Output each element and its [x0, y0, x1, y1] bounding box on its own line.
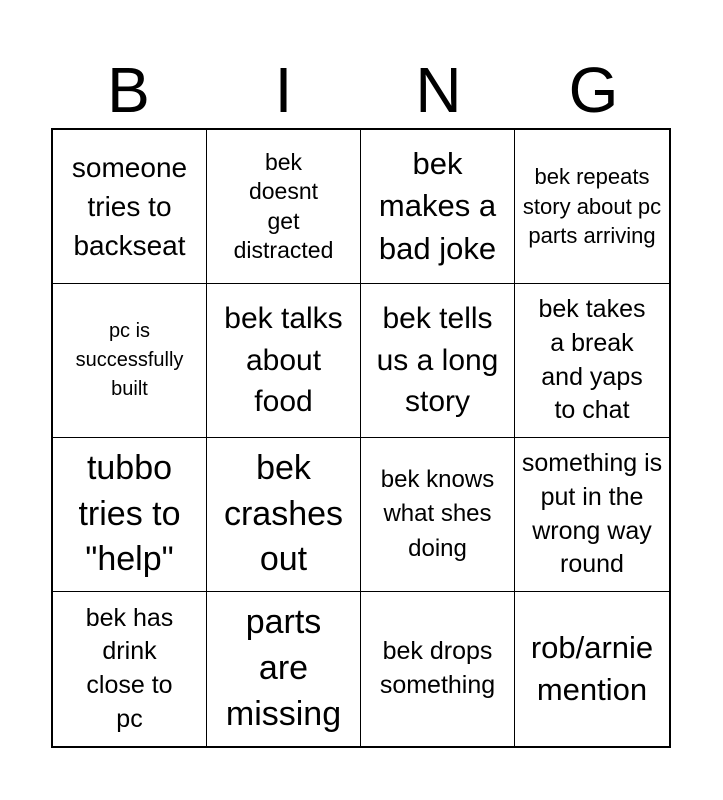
bingo-cell-text: something is put in the wrong way round: [521, 449, 663, 579]
bingo-cell[interactable]: [515, 438, 669, 592]
bingo-cell[interactable]: [53, 130, 207, 284]
bingo-cell[interactable]: [515, 284, 669, 438]
bingo-cell-text: bek doesnt get distracted: [233, 148, 334, 263]
header-letter-g: G: [568, 54, 619, 126]
bingo-cell-text: bek knows what shes doing: [380, 466, 495, 562]
header-letter-i: I: [274, 54, 293, 126]
bingo-cell[interactable]: [207, 438, 361, 592]
bingo-cell-text: bek has drink close to pc: [85, 603, 174, 733]
bingo-cell-text: parts are missing: [225, 603, 342, 733]
bingo-cell-text: bek takes a break and yaps to chat: [538, 295, 646, 425]
bingo-cell[interactable]: [361, 438, 515, 592]
bingo-cell[interactable]: [53, 438, 207, 592]
bingo-cell-text: someone tries to backseat: [71, 151, 188, 262]
bingo-cell-text: bek tells us a long story: [376, 302, 499, 419]
bingo-cell-text: bek talks about food: [224, 302, 343, 419]
header-letter-n: N: [415, 54, 462, 126]
bingo-cell-text: bek makes a bad joke: [378, 146, 497, 266]
bingo-cell[interactable]: [515, 130, 669, 284]
bingo-cell[interactable]: [361, 592, 515, 746]
bingo-cell-text: bek drops something: [379, 637, 496, 699]
bingo-cell-text: bek crashes out: [223, 448, 344, 579]
bingo-cell[interactable]: [361, 130, 515, 284]
bingo-cell-text: bek repeats story about pc parts arriving: [522, 163, 662, 249]
bingo-cell-text: tubbo tries to "help": [78, 448, 181, 579]
header-letter-b: B: [107, 54, 150, 126]
bingo-cell[interactable]: [515, 592, 669, 746]
bingo-cell[interactable]: [207, 130, 361, 284]
bingo-cell[interactable]: [207, 592, 361, 746]
bingo-cell[interactable]: [53, 592, 207, 746]
bingo-board: [51, 128, 671, 748]
bingo-header: [51, 52, 671, 128]
bingo-cell[interactable]: [361, 284, 515, 438]
bingo-cell-text: rob/arnie mention: [530, 629, 654, 707]
bingo-cell[interactable]: [207, 284, 361, 438]
bingo-cell[interactable]: [53, 284, 207, 438]
bingo-cell-text: pc is successfully built: [75, 320, 184, 400]
